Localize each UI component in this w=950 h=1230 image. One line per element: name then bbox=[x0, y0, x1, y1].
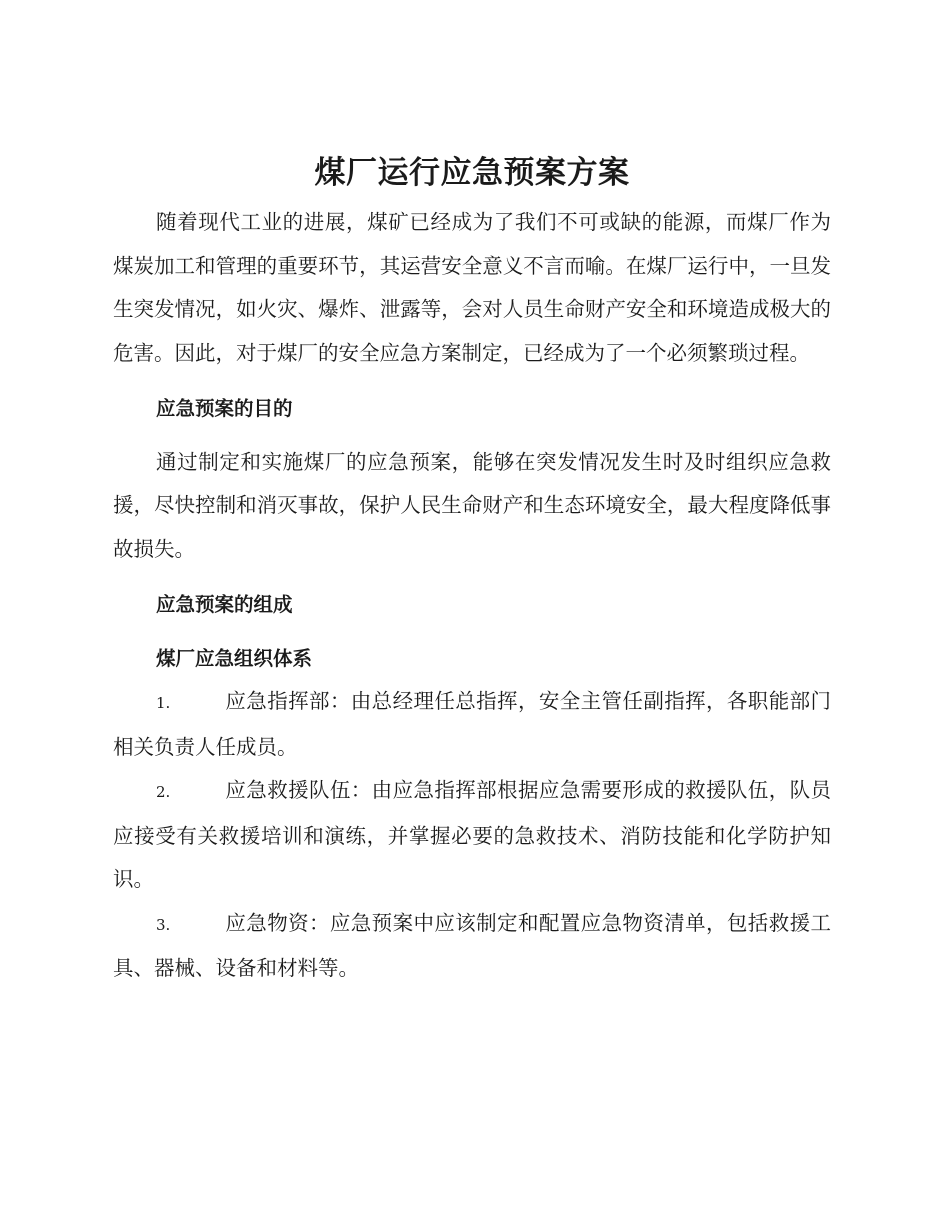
document-page bbox=[113, 150, 831, 991]
purpose-paragraph: 通过制定和实施煤厂的应急预案，能够在突发情况发生时及时组织应急救援，尽快控制和消灭事故，保护人民生命财产和生态环境安全，最大程度降低事故损失。 bbox=[113, 449, 831, 561]
list-item bbox=[113, 680, 831, 769]
section-heading-organization: 煤厂应急组织体系 bbox=[156, 646, 313, 670]
list-item-text: 应急指挥部：由总经理任总指挥，安全主管任副指挥，各职能部门相关负责人任成员。 bbox=[113, 689, 831, 759]
list-item bbox=[113, 769, 831, 902]
section-heading-purpose: 应急预案的目的 bbox=[156, 397, 293, 420]
list-item-text: 应急物资：应急预案中应该制定和配置应急物资清单，包括救援工具、器械、设备和材料等。 bbox=[113, 910, 831, 980]
list-item-number: 3. bbox=[156, 915, 171, 934]
list-item-number: 2. bbox=[156, 783, 171, 801]
list-item-number: 1. bbox=[156, 694, 171, 712]
section-heading-composition: 应急预案的组成 bbox=[156, 593, 293, 616]
organization-list bbox=[113, 680, 831, 991]
list-item-text: 应急救援队伍：由应急指挥部根据应急需要形成的救援队伍，队员应接受有关救援培训和演练，并掌握必要的急救技术、消防技能和化学防护知识。 bbox=[113, 778, 831, 891]
document-title: 煤厂运行应急预案方案 bbox=[314, 155, 630, 191]
list-item bbox=[113, 902, 831, 991]
intro-paragraph: 随着现代工业的进展，煤矿已经成为了我们不可或缺的能源，而煤厂作为煤炭加工和管理的重要环节，其运营安全意义不言而喻。在煤厂运行中，一旦发生突发情况，如火灾、爆炸、泄露等，会对人员生命财产安全和环境造成极大的危害。因此，对于煤厂的安全应急方案制定，已经成为了一个必须繁琐过程。 bbox=[113, 210, 831, 365]
